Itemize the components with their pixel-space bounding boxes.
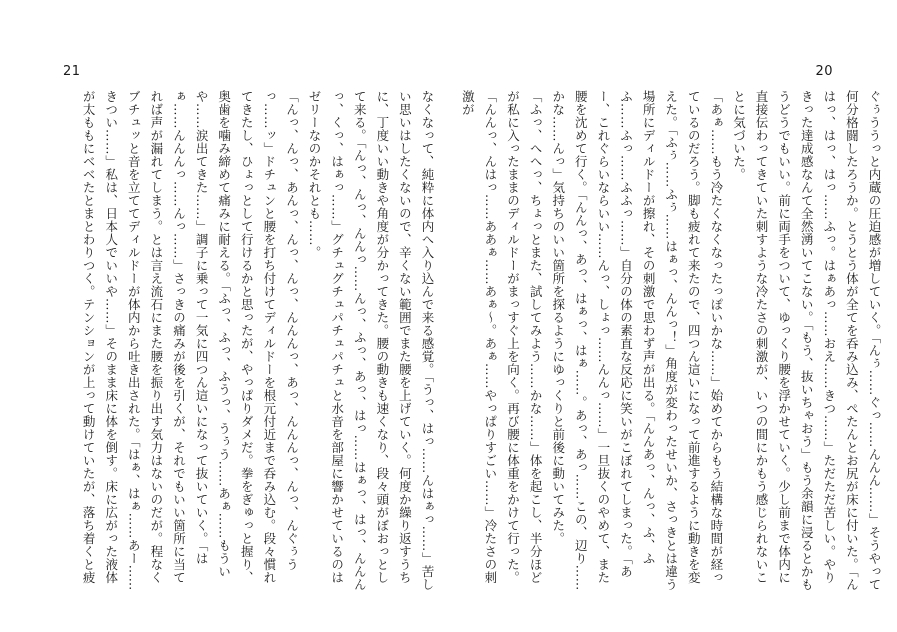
body-text xyxy=(81,90,438,595)
body-text xyxy=(460,90,885,595)
page-number: 20 xyxy=(815,64,833,79)
page-number: 21 xyxy=(63,64,81,79)
paragraph: なくなって、純粋に体内へ入り込んで来る感覚。「うっ、はっ……んはぁっ……」苦しい思いはしたくないので、辛くない範囲でまた腰を上げていく。何度か繰り返すうちに、丁度いい動きや角度が分かってきた。腰の動きも速くなり、段々頭がぼおっとして来る。「んっ、んっ、んんっ……んっ、ふっ、あっ、はっ……はぁっ、はっ、んんんっ、くっ、はぁっ……」グチュグチュパチュパチュと水音を部屋に響かせているのはゼリーなのかそれとも……。 xyxy=(307,90,435,591)
paragraph: 「あぁ……もう冷たくなくなったっぽいかな……」始めてからもう結構な時間が経っているのだろう。脚も疲れて来たので、四つん這いになって前進するように動きを変えた。「ふぅ……ふぅ……はぁっ、んんっ！」角度が変わったせいか、さっきとは違う場所にディルドーが擦れ、その刺激で思わず声が出る。「んんあっ、んっ、ふ、ふふ……ふっ……ふふっ……」自分の体の素直な反応に笑いがこぼれてしまった。「あー、これぐらいならいい……んっ、しょっ……んんっ……」一旦抜くのやめて、また腰を沈めて行く。「んんっ、あっ、はぁっ、はぁ……。あっ、あっ……この、辺り……かな……んっ」気持ちのいい箇所を探るようにゆっくりと前後に動いてみた。 xyxy=(550,90,724,591)
paragraph: 「んっ、んっ、あんっ、んっ、んっ、んんんっ、あっ、んんんっ、んっ、んぐぅうっ……ッ」ドチュンと腰を打ち付けてディルドーを根元付近まで呑み込む。段々慣れてきたし、ひょっとして行けるかと思ったが、やっぱりダメだ。拳をぎゅっと握り、奥歯を噛み締めて痛みに耐える。「ふっ、ふっ、ふうっ、うぅう……あぁ……もういや……涙出てきた……」調子に乗って一気に四つん這いになって抜いていく。「はぁ……んんんっ……んっ……」さっきの痛みが後を引くが、それでもいい箇所に当てれば声が漏れてしまう。とは言え流石にまた腰を振り出す気力はないのだが。程なくブチュッと音を立ててディルドーが体内から吐き出された。「はぁ、はぁ……あー……きつい……」私は、日本人でいいや……」そのまま床に体を倒す。床に広がった液体が太ももにベベたとまとわりつく。テンションが上って動けていたが、落ち着くと疲 xyxy=(81,90,300,591)
page-left xyxy=(0,0,448,632)
paragraph: 「ふっ、へへっ、ちょっとまた、試してみよう……かな……」体を起こし、半分ほどが私に入ったままのディルドーがまっすぐ上を向く。再び腰に体重をかけて行った。「んんっ、んはっ……ああぁ……あぁ～。あぁ……やっぱりすごい……」冷たさの刺激が xyxy=(460,90,544,584)
paragraph: ぐぅううっと内蔵の圧迫感が増していく。「んぅ……ぐっ……んんん……」そうやって何分格闘したろうか。とうとう体が全てを呑み込み、ぺたんとお尻が床に付いた。「んはっ、はっ、はっ……ふっ。はぁあっ……おえ……きつ……」ただただ苦しい。やりきった達成感なんて全然湧いてこない。「もう、抜いちゃおう」もう余韻に浸るとかもうどうでもいい。前に両手をついて、ゆっくり腰を浮かせていく。少し前まで体内に直接伝わってきていた刺すような冷たさの刺激が、いつの間にかもう感じられないことに気づいた。 xyxy=(731,90,882,591)
page-right xyxy=(449,0,897,632)
